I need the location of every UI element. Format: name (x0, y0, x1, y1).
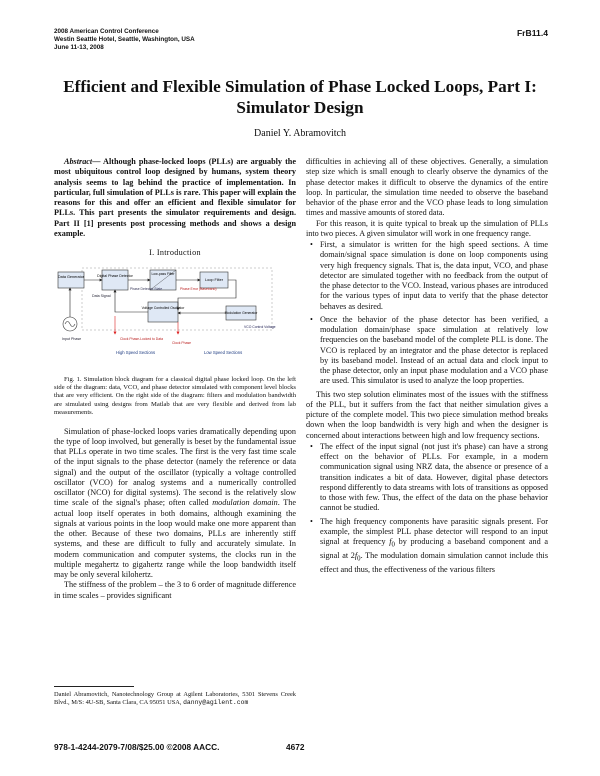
bullet-glyph: • (310, 240, 313, 249)
caption-label: Fig. 1. (64, 376, 82, 384)
intro-paragraph-1 (54, 427, 296, 581)
bullet-text-part-c: . The modulation domain simulation cannot include this effect and thus, the effectiveness of the various filters (320, 550, 549, 574)
bullet-text-part-b: by producing a baseband component and a signal at 2 (320, 537, 548, 560)
author-name: Daniel Y. Abramovitch (254, 128, 346, 139)
conference-venue: Westin Seattle Hotel, Seattle, Washington, USA (54, 36, 195, 43)
low-speed-label: Low Speed Sections (204, 350, 243, 356)
math-subscript: 0 (391, 541, 395, 549)
simulator-bullet-list-1 (306, 240, 548, 387)
abstract (54, 157, 296, 239)
author-email: danny@agilent.com (183, 699, 249, 706)
list-item (306, 315, 548, 387)
left-column (54, 157, 296, 601)
bullet-glyph: • (310, 314, 313, 324)
conference-dates: June 11-13, 2008 (54, 44, 104, 51)
math-f-2: f (354, 550, 358, 560)
pll-block-diagram (54, 264, 296, 374)
author-footnote (54, 691, 296, 707)
footer-isbn: 978-1-4244-2079-7/08/$25.00 ©2008 AACC. (54, 742, 220, 752)
vco-label: Voltage Controlled Oscillator (141, 306, 185, 311)
phase-error-label: Phase Error (Baseband) (180, 287, 217, 292)
math-f: f (389, 537, 392, 546)
conference-name: 2008 American Control Conference (54, 28, 159, 35)
right-paragraph-2: For this reason, it is quite typical to break up the simulation of PLLs into two pieces. A given simulator will work in one frequency range. (306, 218, 548, 238)
conference-header (54, 28, 195, 52)
bullet-glyph: • (310, 516, 313, 526)
list-item (306, 442, 548, 514)
intro-p1-emphasis: modulation domain (212, 498, 278, 508)
right-column (306, 157, 548, 578)
modulation-generator-label: Modulation Generator (224, 311, 258, 316)
right-paragraph-1: difficulties in achieving all of these objectives. Generally, a simulation step size which is small enough to clearly observe the dynamics of the phase detector makes it difficult to observe the dynamics of the entire loop. In particular, the simulation time needed to observe the baseband behavior of the phase error and the VCO phase leads to long simulation times and massive amounts of stored data. (306, 157, 548, 218)
footnote-text: Daniel Abramovitch, Nanotechnology Group at Agilent Laboratories, 5301 Stevens Creek Blvd., M/S: 4U-SB, Santa Clara, CA 95051 USA, (54, 691, 296, 706)
loop-filter-label: Loop Filter (205, 278, 223, 283)
pd-state-label: Phase Detector State (130, 287, 163, 292)
abstract-text: — Although phase-locked loops (PLLs) are arguably the most ubiquitous control loop designed by humans, system theory analysis seems to lag behind the practice of implementation. In particular, full simulation of PLLs is rare. This paper will explain the reasons for this and offer an efficient and flexible simulator for PLLs. This part presents the simulator requirements and design. Part II [1] presents post processing methods and shows a design example. (54, 157, 296, 238)
bullet-text: The effect of the input signal (not just it's phase) can have a strong effect on the behavior of PLLs. For example, in a modern communication signal using NRZ data, the absence or presence of a transition indicates a bit of data. However, digital phase detectors respond differently to data streams with lots of transitions as opposed to those with few. Thus, the effect of the data on the phase behavior cannot be studied. (320, 441, 548, 513)
vco-control-label: VCO Control Voltage (244, 325, 276, 330)
list-item (306, 240, 548, 312)
intro-paragraph-2: The stiffness of the problem – the 3 to 6 order of magnitude difference in time scales – provides significant (54, 580, 296, 600)
figure-1-diagram (54, 264, 296, 374)
vco-block (148, 302, 178, 322)
abstract-lead: Abstract (64, 157, 93, 166)
clock-locked-label: Clock Phase-Locked to Data (120, 337, 163, 342)
right-paragraph-3: This two step solution eliminates most of the issues with the stiffness of the PLL, but it suffers from the fact that neither simulation gives a picture of the complete model. This two piece simulation method breaks down when the loop bandwidth is very high and when the designer is concerned about interactions between high and low frequency sections. (306, 389, 548, 440)
caption-text: Simulation block diagram for a classical digital phase locked loop. On the left side of the diagram: data, VCO, and phase detector simulated with component level blocks that are very efficient. On the right side of the diagram: filters and modulation bandwidth are simulated using designs from Matlab that are very flexible and derived from lab measurements. (54, 376, 296, 416)
bullet-glyph: • (310, 441, 313, 451)
bullet-text: Once the behavior of the phase detector has been verified, a modulation domain/phase space simulation at relatively low frequencies on the baseband model of the complete PLL is done. The VCO is replaced by an integrator and the phase detector is replaced by its baseband model. Instead of an actual data and clock input to the phase detector, only an input phase modulation and a VCO phase are used. This simulator is used to analyze the loop properties. (320, 314, 548, 386)
footnote-rule (54, 686, 134, 687)
paper-id: FrB11.4 (516, 28, 548, 38)
paper-title (40, 76, 560, 118)
page-number: 4672 (286, 742, 305, 752)
title-line-1: Efficient and Flexible Simulation of Phase Locked Loops, Part I: (63, 77, 537, 96)
lowpass-label: Low-pass Filter (151, 272, 175, 277)
intro-p1-part-b: . The actual loop itself operates in both domains, although examining the signals at various points in the loop would make one more apparent than the other. Because of these two domains, PLLs are inherently stiff systems, and these are difficult to fully and accurately simulate. In modern communication and computer systems, the clocks run in the multiple megahertz to gigahertz range while the loop bandwidth itself may be only several kilohertz. (54, 498, 296, 580)
title-line-2: Simulator Design (236, 98, 364, 117)
data-generator-label: Data Generator (57, 275, 85, 280)
phase-detector-label: Digital Phase Detector (97, 274, 133, 279)
clock-phase-label: Clock Phase (172, 341, 192, 346)
intro-p1-part-a: Simulation of phase-locked loops varies dramatically depending upon the type of loop involved, but generally is beset by the fundamental issue that PLLs operate in two time scales. The first is the very fast time scale of the input signals to the phase detector (namely the reference or data signal) and the output of the oscillator (typically a voltage controlled oscillator (VCO) for analog systems and a numerically controlled oscillator (NCO) for digital systems). The second is the relatively slow time scale of the signal's phase; often called (54, 426, 296, 508)
data-signal-label: Data Signal (92, 294, 111, 299)
bullet-text: First, a simulator is written for the high speed sections. A time domain/signal space simulation is done on loop components using very high frequency signals. That is, the data input, VCO, and phase detector are simulated together with no feedback from the output of the phase detector to the VCO. Instead, various phases are introduced for the various types of input data to verify that the phase detector behaves as desired. (320, 240, 548, 311)
phase-detector-block (102, 270, 128, 290)
simulator-bullet-list-2 (306, 442, 548, 575)
section-heading-introduction: I. Introduction (149, 248, 201, 257)
math-subscript-2: 0 (357, 555, 361, 563)
bullet-text-part-a: The high frequency components have parasitic signals present. For example, the simplest PLL phase detector will respond to an input signal at frequency (320, 516, 548, 546)
high-speed-label: High Speed Sections (116, 350, 156, 356)
figure-1-caption (54, 376, 296, 416)
input-phase-label: Input Phase (62, 337, 82, 342)
list-item (306, 517, 548, 576)
